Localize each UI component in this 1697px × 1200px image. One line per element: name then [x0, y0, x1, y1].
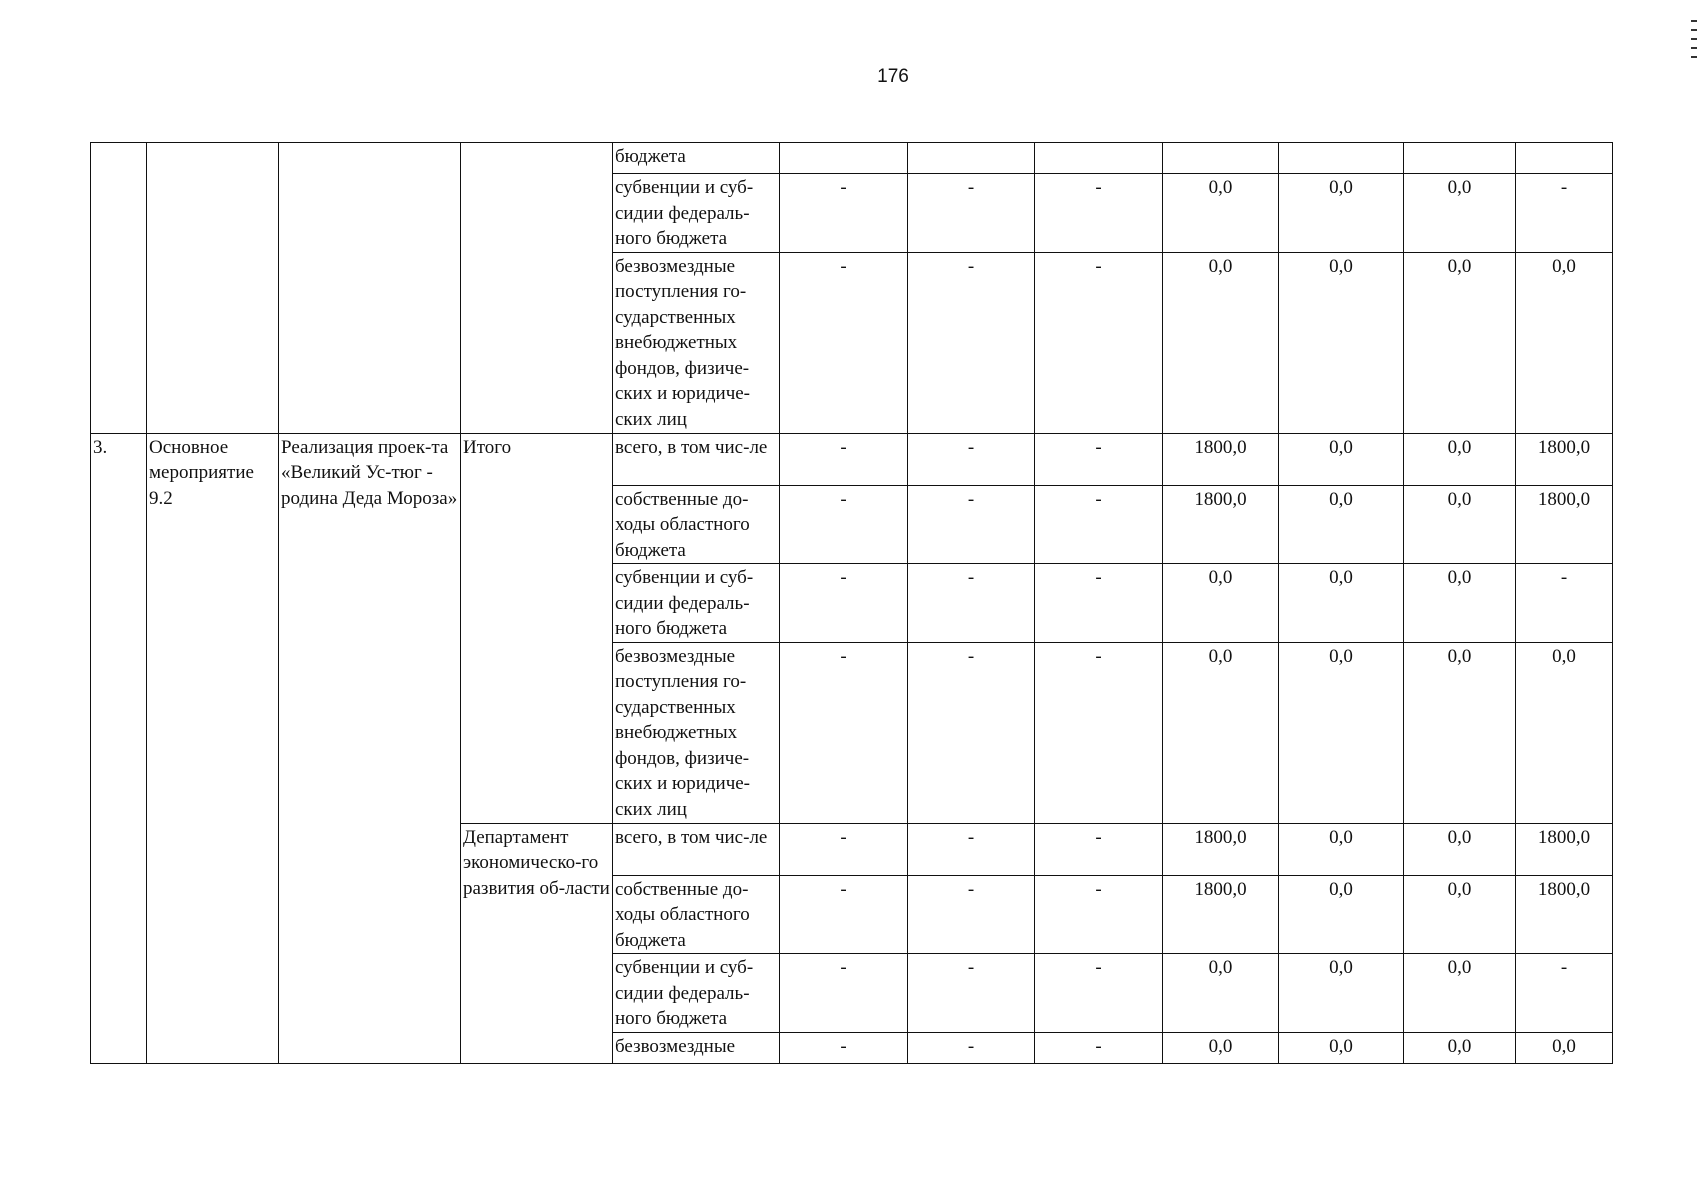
value-cell: 0,0: [1516, 252, 1613, 433]
value-cell: -: [1035, 433, 1163, 485]
source-cell: безвозмездные поступления го-сударственных внебюджетных фондов, физиче-ских и юридиче-ских лиц: [613, 252, 780, 433]
value-cell: [908, 143, 1035, 174]
value-cell: 0,0: [1279, 252, 1404, 433]
value-cell: -: [908, 954, 1035, 1033]
value-cell: 0,0: [1279, 642, 1404, 823]
value-cell: -: [1516, 564, 1613, 643]
value-cell: -: [908, 642, 1035, 823]
value-cell: -: [908, 1032, 1035, 1063]
value-cell: 1800,0: [1516, 485, 1613, 564]
activity-number: 3.: [91, 433, 147, 1063]
scan-edge-mark: [1691, 20, 1697, 150]
source-cell: субвенции и суб-сидии федераль-ного бюджета: [613, 174, 780, 253]
value-cell: 0,0: [1404, 1032, 1516, 1063]
value-cell: [1163, 143, 1279, 174]
activity-name: Реализация проек-та «Великий Ус-тюг - родина Деда Мороза»: [279, 433, 461, 1063]
value-cell: -: [780, 485, 908, 564]
value-cell: [1279, 143, 1404, 174]
value-cell: -: [908, 875, 1035, 954]
value-cell: -: [780, 1032, 908, 1063]
value-cell: 0,0: [1404, 485, 1516, 564]
value-cell: 1800,0: [1163, 875, 1279, 954]
executor-cell: Департамент экономическо-го развития об-ласти: [461, 823, 613, 1063]
source-cell: безвозмездные поступления го-сударственных внебюджетных фондов, физиче-ских и юридиче-ских лиц: [613, 642, 780, 823]
value-cell: -: [1035, 954, 1163, 1033]
value-cell: 0,0: [1279, 174, 1404, 253]
value-cell: 0,0: [1404, 875, 1516, 954]
value-cell: -: [1035, 485, 1163, 564]
value-cell: -: [1516, 954, 1613, 1033]
value-cell: 1800,0: [1516, 823, 1613, 875]
value-cell: -: [1035, 642, 1163, 823]
value-cell: -: [1516, 174, 1613, 253]
value-cell: 0,0: [1279, 823, 1404, 875]
value-cell: 0,0: [1404, 642, 1516, 823]
value-cell: 0,0: [1404, 252, 1516, 433]
value-cell: -: [1035, 252, 1163, 433]
activity-type: Основное мероприятие 9.2: [147, 433, 279, 1063]
value-cell: [1404, 143, 1516, 174]
value-cell: 0,0: [1516, 1032, 1613, 1063]
value-cell: 1800,0: [1163, 485, 1279, 564]
source-cell: субвенции и суб-сидии федераль-ного бюджета: [613, 954, 780, 1033]
value-cell: -: [1035, 875, 1163, 954]
value-cell: -: [780, 174, 908, 253]
value-cell: -: [908, 433, 1035, 485]
value-cell: [780, 143, 908, 174]
value-cell: 0,0: [1404, 564, 1516, 643]
empty-number-cell: [91, 143, 147, 434]
value-cell: -: [1035, 174, 1163, 253]
value-cell: -: [780, 954, 908, 1033]
value-cell: 0,0: [1516, 642, 1613, 823]
value-cell: -: [780, 642, 908, 823]
value-cell: 0,0: [1163, 252, 1279, 433]
value-cell: -: [1035, 823, 1163, 875]
empty-name-cell: [279, 143, 461, 434]
value-cell: 0,0: [1163, 564, 1279, 643]
source-cell: субвенции и суб-сидии федераль-ного бюджета: [613, 564, 780, 643]
value-cell: 1800,0: [1516, 433, 1613, 485]
value-cell: 0,0: [1279, 875, 1404, 954]
source-cell: собственные до-ходы областного бюджета: [613, 485, 780, 564]
value-cell: -: [780, 433, 908, 485]
value-cell: -: [780, 823, 908, 875]
page-number: 176: [877, 66, 909, 87]
source-cell: собственные до-ходы областного бюджета: [613, 875, 780, 954]
source-cell: безвозмездные: [613, 1032, 780, 1063]
value-cell: -: [908, 485, 1035, 564]
value-cell: -: [780, 252, 908, 433]
table-body: [91, 143, 1613, 1064]
value-cell: -: [780, 875, 908, 954]
source-cell: всего, в том чис-ле: [613, 433, 780, 485]
value-cell: 0,0: [1404, 433, 1516, 485]
value-cell: 0,0: [1163, 954, 1279, 1033]
value-cell: -: [908, 252, 1035, 433]
empty-type-cell: [147, 143, 279, 434]
value-cell: -: [1035, 1032, 1163, 1063]
empty-executor-cell: [461, 143, 613, 434]
executor-cell: Итого: [461, 433, 613, 823]
budget-table: [90, 142, 1613, 1064]
value-cell: 0,0: [1163, 174, 1279, 253]
value-cell: -: [908, 823, 1035, 875]
value-cell: 0,0: [1279, 954, 1404, 1033]
value-cell: 0,0: [1279, 485, 1404, 564]
value-cell: 1800,0: [1516, 875, 1613, 954]
value-cell: -: [1035, 564, 1163, 643]
value-cell: 0,0: [1279, 564, 1404, 643]
value-cell: 0,0: [1279, 433, 1404, 485]
value-cell: -: [780, 564, 908, 643]
value-cell: 0,0: [1163, 642, 1279, 823]
source-cell: бюджета: [613, 143, 780, 174]
table-row: [91, 143, 1613, 174]
value-cell: 0,0: [1404, 954, 1516, 1033]
value-cell: 0,0: [1404, 823, 1516, 875]
value-cell: 0,0: [1279, 1032, 1404, 1063]
value-cell: [1035, 143, 1163, 174]
value-cell: 1800,0: [1163, 823, 1279, 875]
value-cell: 0,0: [1163, 1032, 1279, 1063]
table-row: [91, 433, 1613, 485]
value-cell: -: [908, 564, 1035, 643]
value-cell: [1516, 143, 1613, 174]
value-cell: 0,0: [1404, 174, 1516, 253]
value-cell: -: [908, 174, 1035, 253]
source-cell: всего, в том чис-ле: [613, 823, 780, 875]
value-cell: 1800,0: [1163, 433, 1279, 485]
